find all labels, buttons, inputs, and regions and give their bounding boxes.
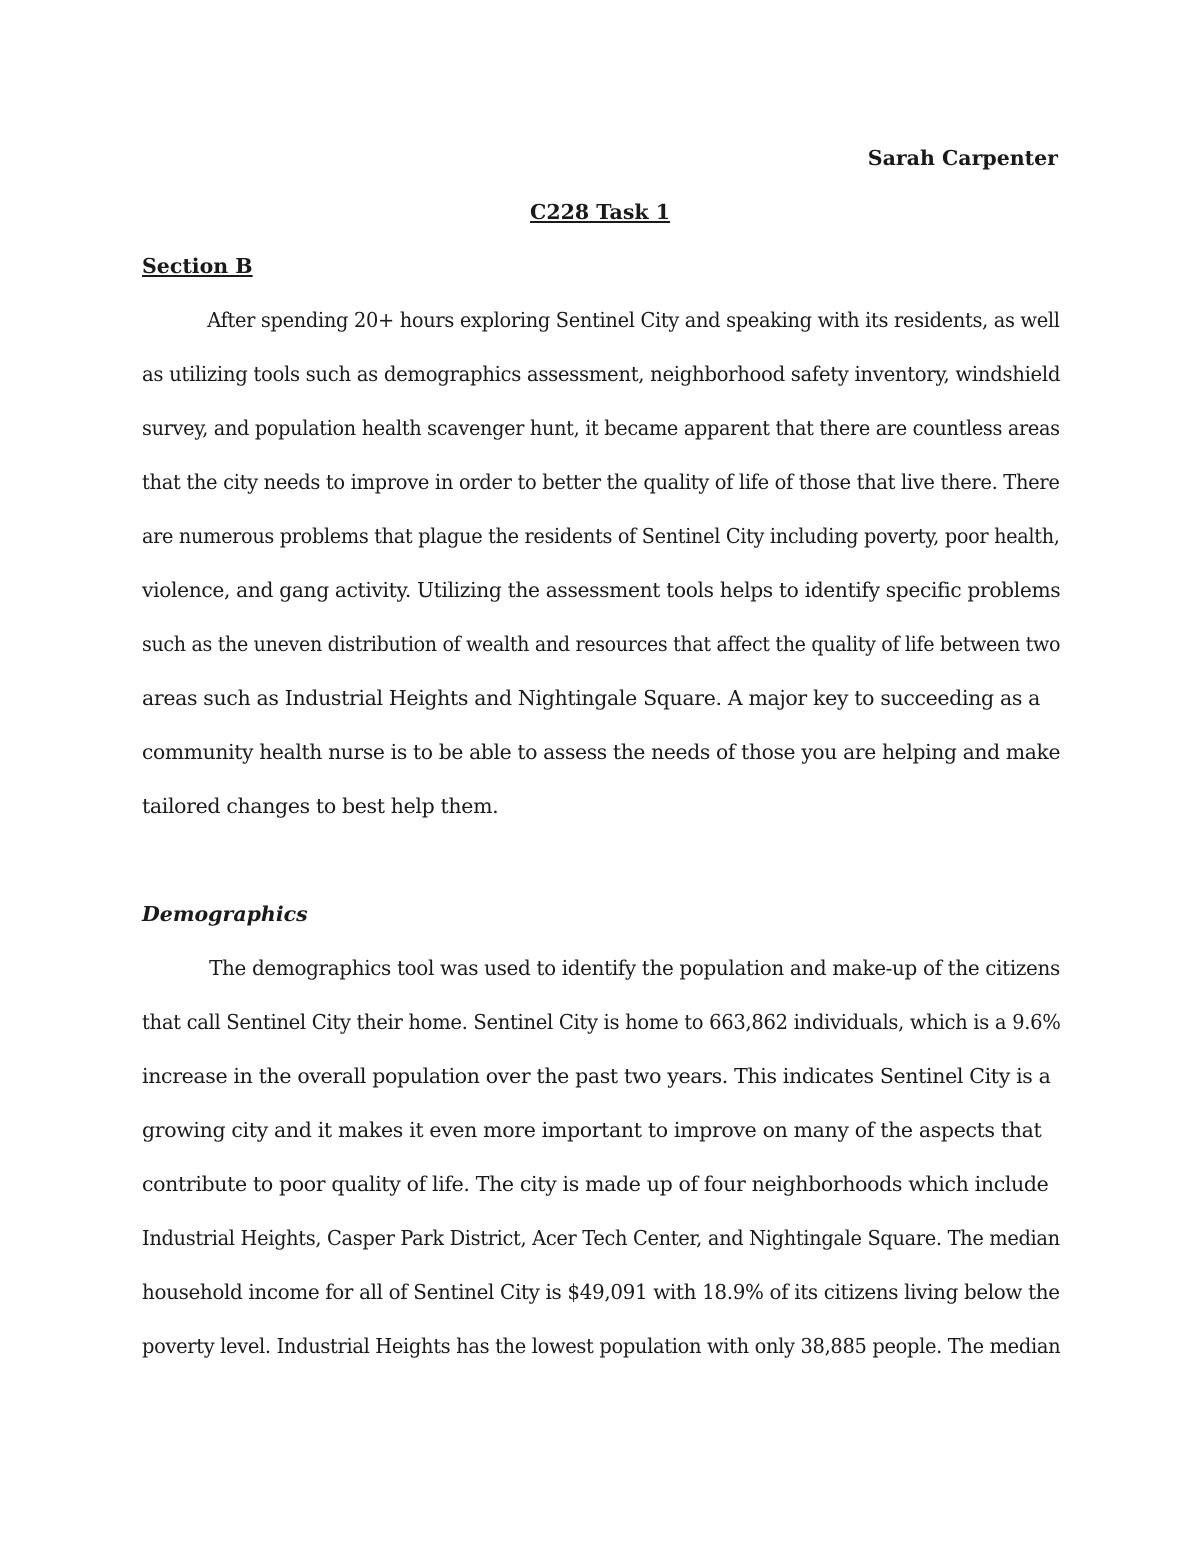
paragraph-line: increase in the overall population over the past two years. This indicates Sentinel City is a — [142, 1064, 1051, 1088]
paragraph-line: poverty level. Industrial Heights has the lowest population with only 38,885 people. The median — [142, 1334, 1061, 1358]
demographics-paragraph — [142, 941, 1060, 1373]
document-title: C228 Task 1 — [530, 200, 670, 224]
paragraph-line: that call Sentinel City their home. Sentinel City is home to 663,862 individuals, which is a 9.6% — [142, 1010, 1061, 1034]
paragraph-line: areas such as Industrial Heights and Nightingale Square. A major key to succeeding as a — [142, 686, 1041, 710]
paragraph-line: are numerous problems that plague the residents of Sentinel City including poverty, poor health, — [142, 524, 1060, 548]
paragraph-line: that the city needs to improve in order to better the quality of life of those that live there. There — [142, 470, 1060, 494]
demographics-heading: Demographics — [142, 902, 308, 926]
paragraph-line: growing city and it makes it even more important to improve on many of the aspects that — [142, 1118, 1042, 1142]
paragraph-line: Industrial Heights, Casper Park District, Acer Tech Center, and Nightingale Square. The median — [142, 1226, 1060, 1250]
paragraph-line: tailored changes to best help them. — [142, 794, 499, 818]
paragraph-line: survey, and population health scavenger hunt, it became apparent that there are countless areas — [142, 416, 1060, 440]
section-b-heading: Section B — [142, 254, 253, 278]
paragraph-line: violence, and gang activity. Utilizing the assessment tools helps to identify specific problems — [142, 578, 1061, 602]
paragraph-line: household income for all of Sentinel City is $49,091 with 18.9% of its citizens living below the — [142, 1280, 1060, 1304]
author-name: Sarah Carpenter — [867, 146, 1058, 170]
section-b-paragraph — [142, 293, 1060, 833]
paragraph-line: such as the uneven distribution of wealth and resources that affect the quality of life between two — [142, 632, 1061, 656]
paragraph-line: as utilizing tools such as demographics assessment, neighborhood safety inventory, windshield — [142, 362, 1061, 386]
paragraph-line: community health nurse is to be able to assess the needs of those you are helping and make — [142, 740, 1061, 764]
paragraph-line: contribute to poor quality of life. The city is made up of four neighborhoods which include — [142, 1172, 1049, 1196]
paragraph-line: After spending 20+ hours exploring Sentinel City and speaking with its residents, as well — [207, 308, 1060, 332]
paragraph-line: The demographics tool was used to identify the population and make-up of the citizens — [209, 956, 1060, 980]
